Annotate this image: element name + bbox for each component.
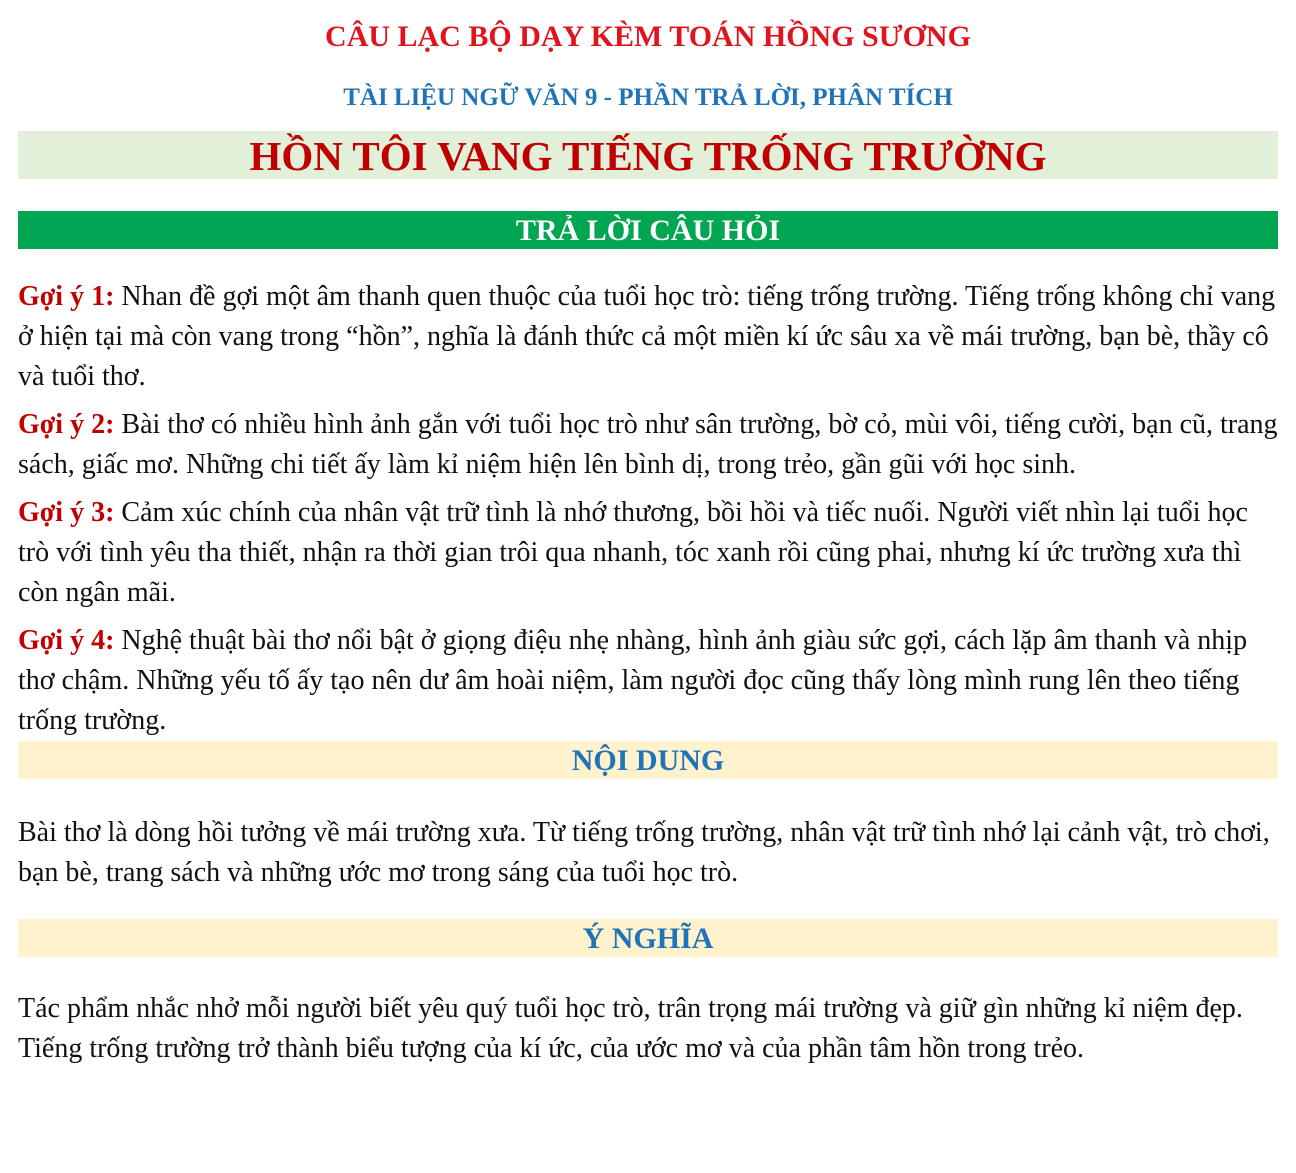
hint-label: Gợi ý 4: [18, 625, 115, 656]
hint-label: Gợi ý 3: [18, 497, 115, 528]
document-subtitle: TÀI LIỆU NGỮ VĂN 9 - PHẦN TRẢ LỜI, PHÂN TÍCH [343, 84, 953, 111]
hint-paragraph [18, 621, 1278, 741]
club-title: CÂU LẠC BỘ DẠY KÈM TOÁN HỒNG SƯƠNG [325, 20, 971, 53]
hint-text: Cảm xúc chính của nhân vật trữ tình là nhớ thương, bồi hồi và tiếc nuối. Người viết nhìn lại tuổi học trò với tình yêu tha thiết, nhận ra thời gian trôi qua nhanh, tóc xanh rồi cũng phai, nhưng kí ức trường xưa thì còn ngân mãi. [18, 497, 1248, 608]
hint-text: Nhan đề gợi một âm thanh quen thuộc của tuổi học trò: tiếng trống trường. Tiếng trống không chỉ vang ở hiện tại mà còn vang trong “hồn”, nghĩa là đánh thức cả một miền kí ức sâu xa về mái trường, bạn bè, thầy cô và tuổi thơ. [18, 281, 1276, 392]
meaning-heading: Ý NGHĨA [18, 919, 1278, 957]
hint-text: Bài thơ có nhiều hình ảnh gắn với tuổi học trò như sân trường, bờ cỏ, mùi vôi, tiếng cười, bạn cũ, trang sách, giấc mơ. Những chi tiết ấy làm kỉ niệm hiện lên bình dị, trong trẻo, gần gũi với học sinh. [18, 409, 1278, 480]
hint-label: Gợi ý 1: [18, 281, 115, 312]
hint-paragraph [18, 493, 1278, 613]
hint-paragraph [18, 405, 1278, 485]
content-heading: NỘI DUNG [18, 741, 1278, 779]
content-paragraph: Bài thơ là dòng hồi tưởng về mái trường xưa. Từ tiếng trống trường, nhân vật trữ tình nhớ lại cảnh vật, trò chơi, bạn bè, trang sách và những ước mơ trong sáng của tuổi học trò. [18, 817, 1270, 888]
hint-text: Nghệ thuật bài thơ nổi bật ở giọng điệu nhẹ nhàng, hình ảnh giàu sức gợi, cách lặp âm thanh và nhịp thơ chậm. Những yếu tố ấy tạo nên dư âm hoài niệm, làm người đọc cũng thấy lòng mình rung lên theo tiếng trống trường. [18, 625, 1248, 736]
hints-list [18, 277, 1278, 741]
answers-heading: TRẢ LỜI CÂU HỎI [18, 211, 1278, 249]
meaning-paragraph: Tác phẩm nhắc nhở mỗi người biết yêu quý tuổi học trò, trân trọng mái trường và giữ gìn những kỉ niệm đẹp. Tiếng trống trường trở thành biểu tượng của kí ức, của ước mơ và của phần tâm hồn trong trẻo. [18, 993, 1243, 1064]
hint-label: Gợi ý 2: [18, 409, 115, 440]
poem-title: HỒN TÔI VANG TIẾNG TRỐNG TRƯỜNG [18, 131, 1278, 179]
hint-paragraph [18, 277, 1278, 397]
